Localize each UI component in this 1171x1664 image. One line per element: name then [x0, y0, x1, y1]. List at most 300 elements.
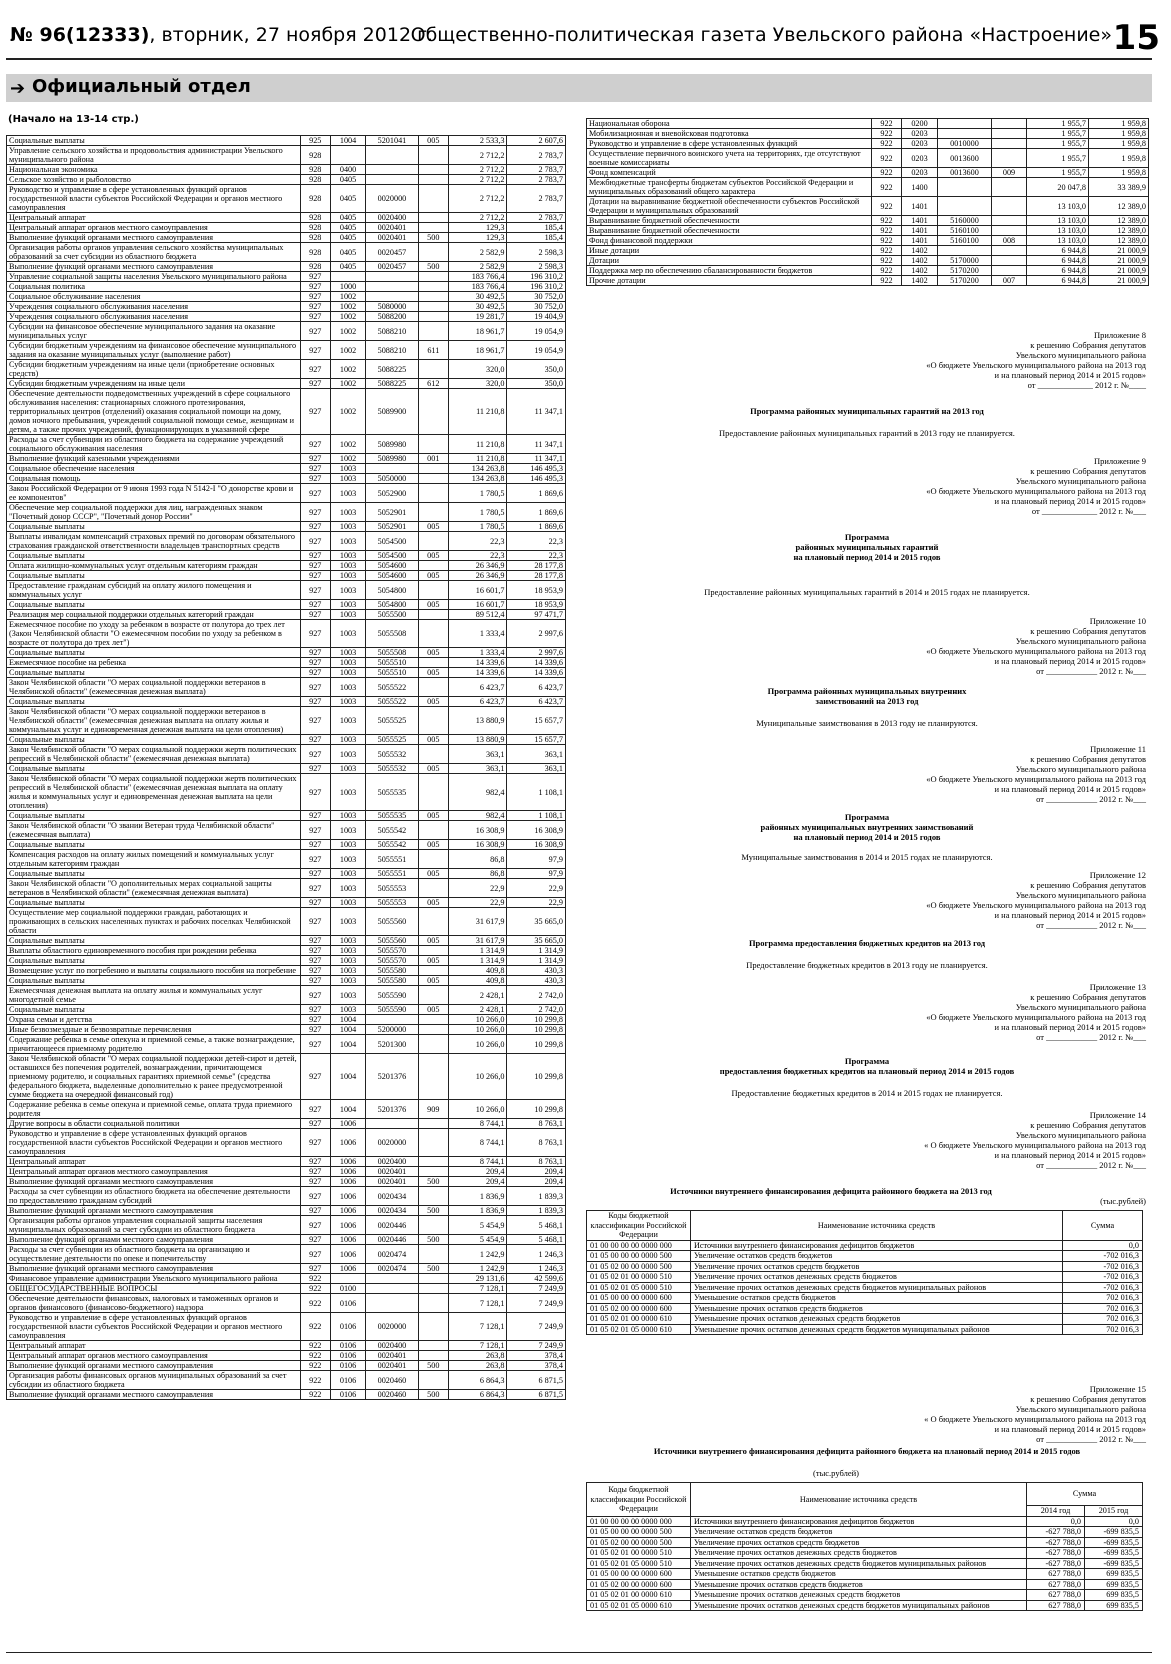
- table-cell: 1003: [330, 474, 365, 484]
- table-cell: 19 404,9: [507, 312, 566, 322]
- table-cell: 928: [300, 185, 330, 213]
- program-13-text: Предоставление бюджетных кредитов в 2014 и 2015 годах не планируется.: [731, 1088, 1003, 1098]
- table-cell: 5088210: [366, 322, 418, 341]
- table-cell: 5080000: [366, 302, 418, 312]
- table-cell: Источники внутреннего финансирования дефицитов бюджетов: [691, 1240, 1063, 1251]
- table-row: [7, 1177, 566, 1187]
- table-cell: 22,9: [448, 879, 507, 898]
- table-cell: 1003: [330, 581, 365, 600]
- table-cell: 1003: [330, 668, 365, 678]
- table-cell: 922: [872, 168, 902, 178]
- table-cell: [418, 1167, 448, 1177]
- table-cell: 1 780,5: [448, 484, 507, 503]
- table-cell: [418, 532, 448, 551]
- table-cell: Социальные выплаты: [7, 648, 301, 658]
- table-cell: 5 454,9: [448, 1235, 507, 1245]
- col-header-codes: Коды бюджетной классификации Российской Федерации: [587, 1211, 691, 1241]
- table-cell: Руководство и управление в сфере установленных функций органов государственной власти субъектов Российской Федерации и органов местного самоуправления: [7, 1313, 301, 1341]
- table-cell: 196 310,2: [507, 272, 566, 282]
- table-cell: 922: [300, 1361, 330, 1371]
- table-cell: 627 788,0: [1027, 1579, 1085, 1590]
- table-cell: 5055535: [366, 774, 418, 811]
- table-cell: [418, 1284, 448, 1294]
- table-cell: 13 103,0: [1027, 226, 1089, 236]
- table-cell: 6 871,5: [507, 1371, 566, 1390]
- table-cell: Предоставление гражданам субсидий на оплату жилого помещения и коммунальных услуг: [7, 581, 301, 600]
- table-cell: 0106: [330, 1313, 365, 1341]
- table-cell: [992, 178, 1027, 197]
- table-cell: 22,3: [448, 532, 507, 551]
- arrow-icon: ➔: [10, 78, 26, 99]
- table-cell: 0405: [330, 223, 365, 233]
- table-row: [7, 1284, 566, 1294]
- table-cell: 0020460: [366, 1371, 418, 1390]
- table-cell: 005: [418, 735, 448, 745]
- table-cell: 0013600: [938, 149, 992, 168]
- table-cell: 1003: [330, 464, 365, 474]
- table-cell: Центральный аппарат органов местного самоуправления: [7, 1167, 301, 1177]
- table-cell: [418, 620, 448, 648]
- table-cell: 11 210,8: [448, 389, 507, 435]
- table-cell: 005: [418, 764, 448, 774]
- table-cell: 5055542: [366, 821, 418, 840]
- table-cell: 1006: [330, 1245, 365, 1264]
- table-cell: 702 016,3: [1063, 1303, 1143, 1314]
- table-cell: 2 997,6: [507, 648, 566, 658]
- table-cell: Выполнение функций казенными учреждениями: [7, 454, 301, 464]
- table-cell: 0020446: [366, 1216, 418, 1235]
- table-cell: 10 299,8: [507, 1015, 566, 1025]
- table-cell: 1 869,6: [507, 484, 566, 503]
- table-cell: 922: [872, 129, 902, 139]
- table-cell: 1 959,8: [1089, 168, 1149, 178]
- table-cell: [992, 266, 1027, 276]
- table-cell: Организация работы органов управления социальной защиты населения муниципальных образований за счет субсидии из областного бюджета: [7, 1216, 301, 1235]
- continuation-note: (Начало на 13-14 стр.): [8, 114, 139, 125]
- table-cell: [418, 946, 448, 956]
- table-row: [7, 312, 566, 322]
- sources-2014-table: [586, 1482, 1143, 1611]
- table-cell: 6 944,8: [1027, 266, 1089, 276]
- table-cell: 1 959,8: [1089, 139, 1149, 149]
- table-row: [7, 1157, 566, 1167]
- table-cell: 378,4: [507, 1361, 566, 1371]
- section-title: Официальный отдел: [32, 76, 251, 97]
- table-cell: Закон Челябинской области "О звании Ветеран труда Челябинской области" (ежемесячная выплата): [7, 821, 301, 840]
- table-cell: 1003: [330, 821, 365, 840]
- table-cell: 6 871,5: [507, 1390, 566, 1400]
- table-row: [7, 484, 566, 503]
- table-cell: 0020400: [366, 1157, 418, 1167]
- table-cell: 5170000: [938, 256, 992, 266]
- table-cell: 1401: [902, 226, 938, 236]
- table-cell: 922: [300, 1294, 330, 1313]
- table-cell: 928: [300, 233, 330, 243]
- table-cell: 927: [300, 503, 330, 522]
- table-cell: 5201300: [366, 1035, 418, 1054]
- table-row: [7, 976, 566, 986]
- table-row: [7, 243, 566, 262]
- table-cell: 922: [300, 1284, 330, 1294]
- table-row: [7, 175, 566, 185]
- table-cell: 5055570: [366, 946, 418, 956]
- table-cell: 16 308,9: [507, 821, 566, 840]
- table-cell: 0,0: [1063, 1240, 1143, 1251]
- table-row: [7, 735, 566, 745]
- table-row: [7, 936, 566, 946]
- table-cell: 5054500: [366, 532, 418, 551]
- table-cell: 1003: [330, 697, 365, 707]
- table-cell: 11 347,1: [507, 435, 566, 454]
- table-cell: 927: [300, 1005, 330, 1015]
- table-cell: 927: [300, 697, 330, 707]
- table-cell: [366, 272, 418, 282]
- table-cell: 0203: [902, 129, 938, 139]
- table-cell: 922: [872, 216, 902, 226]
- table-cell: -702 016,3: [1063, 1282, 1143, 1293]
- table-cell: 1006: [330, 1157, 365, 1167]
- table-cell: 1 108,1: [507, 811, 566, 821]
- table-row: [7, 1294, 566, 1313]
- table-row: [7, 1361, 566, 1371]
- col-header-name: Наименование источника средств: [691, 1483, 1027, 1517]
- table-cell: ОБЩЕГОСУДАРСТВЕННЫЕ ВОПРОСЫ: [7, 1284, 301, 1294]
- table-cell: 1002: [330, 322, 365, 341]
- table-cell: Увеличение прочих остатков средств бюджетов: [691, 1261, 1063, 1272]
- table-cell: Субсидии бюджетным учреждениям на иные цели: [7, 379, 301, 389]
- table-cell: 14 339,6: [507, 658, 566, 668]
- table-cell: 1402: [902, 246, 938, 256]
- table-cell: 0106: [330, 1361, 365, 1371]
- table-cell: 927: [300, 379, 330, 389]
- table-cell: 0203: [902, 149, 938, 168]
- table-cell: [992, 139, 1027, 149]
- table-cell: Закон Челябинской области "О мерах социальной поддержки ветеранов в Челябинской области" (ежемесячная денежная выплата): [7, 678, 301, 697]
- table-cell: 1003: [330, 966, 365, 976]
- table-cell: Увеличение прочих остатков денежных средств бюджетов муниципальных районов: [691, 1558, 1027, 1569]
- table-cell: 1400: [902, 178, 938, 197]
- table-cell: 927: [300, 532, 330, 551]
- table-cell: [418, 1274, 448, 1284]
- table-cell: 5160100: [938, 236, 992, 246]
- table-cell: 927: [300, 668, 330, 678]
- table-cell: 209,4: [507, 1167, 566, 1177]
- table-row: [587, 1579, 1143, 1590]
- table-cell: 927: [300, 551, 330, 561]
- table-cell: [330, 272, 365, 282]
- table-cell: 928: [300, 223, 330, 233]
- table-cell: 0020460: [366, 1390, 418, 1400]
- table-cell: 01 05 02 00 00 0000 500: [587, 1261, 691, 1272]
- table-cell: 6 423,7: [448, 697, 507, 707]
- table-cell: Управление социальной защиты населения Увельского муниципального района: [7, 272, 301, 282]
- table-cell: [418, 272, 448, 282]
- table-cell: 500: [418, 262, 448, 272]
- table-cell: 5200000: [366, 1025, 418, 1035]
- table-cell: 97 471,7: [507, 610, 566, 620]
- table-cell: 927: [300, 976, 330, 986]
- table-row: [7, 1341, 566, 1351]
- table-row: [7, 165, 566, 175]
- table-cell: 922: [872, 276, 902, 286]
- table-cell: [418, 561, 448, 571]
- table-row: [7, 282, 566, 292]
- table-cell: 22,3: [507, 551, 566, 561]
- table-cell: Социальные выплаты: [7, 1005, 301, 1015]
- table-cell: Другие вопросы в области социальной политики: [7, 1119, 301, 1129]
- table-cell: [418, 474, 448, 484]
- table-cell: 008: [992, 236, 1027, 246]
- table-cell: 5160000: [938, 216, 992, 226]
- table-cell: 33 389,9: [1089, 178, 1149, 197]
- table-cell: Организация работы финансовых органов муниципальных образований за счет субсидии из областного бюджета: [7, 1371, 301, 1390]
- program-11-text: Муниципальные заимствования в 2014 и 2015 годах не планируются.: [741, 852, 993, 862]
- table-cell: 922: [300, 1313, 330, 1341]
- table-cell: 0020401: [366, 1351, 418, 1361]
- table-cell: 5055508: [366, 648, 418, 658]
- table-cell: 16 601,7: [448, 600, 507, 610]
- table-cell: 1 314,9: [448, 946, 507, 956]
- table-cell: 922: [300, 1351, 330, 1361]
- table-cell: [938, 246, 992, 256]
- table-cell: 8 744,1: [448, 1157, 507, 1167]
- table-cell: [418, 966, 448, 976]
- table-cell: 005: [418, 136, 448, 146]
- table-cell: 0020434: [366, 1187, 418, 1206]
- table-row: [7, 389, 566, 435]
- table-cell: 12 389,0: [1089, 197, 1149, 216]
- table-cell: 01 05 02 01 05 0000 610: [587, 1600, 691, 1611]
- table-cell: 2 533,3: [448, 136, 507, 146]
- table-cell: Увеличение прочих остатков денежных средств бюджетов: [691, 1272, 1063, 1283]
- table-cell: Реализация мер социальной поддержки отдельных категорий граждан: [7, 610, 301, 620]
- table-cell: [418, 146, 448, 165]
- table-cell: 01 05 02 01 05 0000 510: [587, 1558, 691, 1569]
- table-cell: Поддержка мер по обеспечению сбалансированности бюджетов: [587, 266, 872, 276]
- section-banner: [6, 74, 1152, 102]
- table-row: [587, 139, 1149, 149]
- table-cell: [418, 1025, 448, 1035]
- table-cell: Учреждения социального обслуживания населения: [7, 312, 301, 322]
- table-row: [7, 213, 566, 223]
- table-cell: 22,9: [507, 898, 566, 908]
- table-cell: -627 788,0: [1027, 1527, 1085, 1538]
- table-cell: 31 617,9: [448, 908, 507, 936]
- table-cell: 699 835,5: [1085, 1600, 1143, 1611]
- table-cell: 1003: [330, 840, 365, 850]
- table-cell: 13 103,0: [1027, 236, 1089, 246]
- table-cell: Выполнение функций органами местного самоуправления: [7, 1235, 301, 1245]
- table-row: [587, 1324, 1143, 1335]
- table-cell: 22,3: [507, 532, 566, 551]
- table-cell: 1003: [330, 956, 365, 966]
- table-cell: 927: [300, 464, 330, 474]
- table-row: [7, 435, 566, 454]
- table-cell: 30 492,5: [448, 292, 507, 302]
- table-cell: Уменьшение прочих остатков средств бюджетов: [691, 1303, 1063, 1314]
- table-cell: 2 712,2: [448, 165, 507, 175]
- table-cell: Субсидии бюджетным учреждениям на иные цели (приобретение основных средств): [7, 360, 301, 379]
- table-cell: 5055570: [366, 956, 418, 966]
- table-cell: -627 788,0: [1027, 1558, 1085, 1569]
- footer-rule: [6, 1652, 1152, 1653]
- table-cell: 5170200: [938, 276, 992, 286]
- table-cell: Выплаты инвалидам компенсаций страховых премий по договорам обязательного страхования гражданской ответственности владельцев транспортных средств: [7, 532, 301, 551]
- table-cell: [418, 213, 448, 223]
- table-cell: 922: [872, 149, 902, 168]
- table-cell: 927: [300, 1157, 330, 1167]
- table-row: [7, 600, 566, 610]
- table-cell: 2 582,9: [448, 262, 507, 272]
- table-cell: 1003: [330, 764, 365, 774]
- table-cell: 01 05 02 00 00 0000 500: [587, 1537, 691, 1548]
- table-cell: 005: [418, 869, 448, 879]
- table-cell: 1 869,6: [507, 522, 566, 532]
- table-row: [7, 292, 566, 302]
- table-cell: 2 582,9: [448, 243, 507, 262]
- table-cell: 6 423,7: [507, 678, 566, 697]
- table-cell: 927: [300, 1216, 330, 1235]
- table-cell: 20 047,8: [1027, 178, 1089, 197]
- table-cell: [992, 246, 1027, 256]
- table-cell: 922: [872, 266, 902, 276]
- table-cell: 183 766,4: [448, 272, 507, 282]
- table-cell: 5088225: [366, 379, 418, 389]
- table-cell: 13 103,0: [1027, 216, 1089, 226]
- table-cell: [418, 774, 448, 811]
- table-cell: 19 054,9: [507, 341, 566, 360]
- table-row: [7, 262, 566, 272]
- table-cell: 627 788,0: [1027, 1600, 1085, 1611]
- table-cell: [418, 1341, 448, 1351]
- table-cell: 1006: [330, 1235, 365, 1245]
- table-cell: 922: [872, 236, 902, 246]
- table-cell: 927: [300, 610, 330, 620]
- table-cell: 6 864,3: [448, 1390, 507, 1400]
- table-row: [7, 610, 566, 620]
- table-cell: [418, 312, 448, 322]
- table-cell: 1 836,9: [448, 1206, 507, 1216]
- table-row: [587, 246, 1149, 256]
- table-row: [7, 360, 566, 379]
- table-cell: 982,4: [448, 811, 507, 821]
- table-cell: 5055590: [366, 986, 418, 1005]
- table-cell: 1 959,8: [1089, 129, 1149, 139]
- table-cell: Организация работы органов управления сельского хозяйства муниципальных образований за счет субсидии из областного бюджета: [7, 243, 301, 262]
- table-cell: 2 783,7: [507, 185, 566, 213]
- table-cell: 927: [300, 946, 330, 956]
- table-cell: 927: [300, 840, 330, 850]
- table-cell: 2 997,6: [507, 620, 566, 648]
- table-cell: 1 955,7: [1027, 129, 1089, 139]
- table-cell: 927: [300, 1187, 330, 1206]
- header-rule: [6, 58, 1152, 60]
- table-cell: 22,9: [448, 898, 507, 908]
- table-cell: 1002: [330, 341, 365, 360]
- table-cell: 7 249,9: [507, 1313, 566, 1341]
- table-cell: Центральный аппарат: [7, 1157, 301, 1167]
- table-cell: Социальные выплаты: [7, 976, 301, 986]
- program-12-title: Программа предоставления бюджетных кредитов на 2013 год: [748, 938, 986, 948]
- table-cell: 927: [300, 571, 330, 581]
- table-row: [7, 1206, 566, 1216]
- table-cell: 6 944,8: [1027, 256, 1089, 266]
- table-cell: Социальные выплаты: [7, 936, 301, 946]
- table-cell: 2 598,3: [507, 243, 566, 262]
- table-cell: 927: [300, 474, 330, 484]
- table-cell: 14 339,6: [448, 658, 507, 668]
- table-row: [7, 986, 566, 1005]
- table-cell: 209,4: [448, 1167, 507, 1177]
- table-cell: 1003: [330, 620, 365, 648]
- table-cell: Национальная оборона: [587, 119, 872, 129]
- table-cell: 927: [300, 898, 330, 908]
- table-cell: 01 05 00 00 00 0000 600: [587, 1293, 691, 1304]
- table-cell: [418, 360, 448, 379]
- table-cell: Увеличение прочих остатков средств бюджетов: [691, 1537, 1027, 1548]
- table-cell: 927: [300, 454, 330, 464]
- table-cell: [418, 1187, 448, 1206]
- appendix-12-header: Приложение 12 к решению Собрания депутатов Увельского муниципального района «О бюджете Увельского муниципального района на 2013 год и на плановый период 2014 и 2015 годов» от ____________ 2012 г. №___: [926, 870, 1146, 930]
- table-cell: Иные дотации: [587, 246, 872, 256]
- table-row: [7, 1245, 566, 1264]
- table-cell: 89 512,4: [448, 610, 507, 620]
- table-cell: 01 00 00 00 00 0000 000: [587, 1516, 691, 1527]
- table-cell: 0020401: [366, 1167, 418, 1177]
- table-cell: 12 389,0: [1089, 226, 1149, 236]
- table-cell: 129,3: [448, 233, 507, 243]
- table-cell: 6 944,8: [1027, 276, 1089, 286]
- table-cell: [366, 175, 418, 185]
- appendix-8-header: Приложение 8 к решению Собрания депутатов Увельского муниципального района «О бюджете Увельского муниципального района на 2013 год и на плановый период 2014 и 2015 годов» от _____________ 2012 г. №____: [926, 330, 1146, 390]
- table-cell: 927: [300, 678, 330, 697]
- table-cell: 927: [300, 341, 330, 360]
- table-cell: 14 339,6: [507, 668, 566, 678]
- table-cell: 005: [418, 898, 448, 908]
- table-row: [7, 668, 566, 678]
- table-cell: 1003: [330, 658, 365, 668]
- table-cell: 5201376: [366, 1100, 418, 1119]
- table-row: [7, 1015, 566, 1025]
- table-cell: 928: [300, 165, 330, 175]
- table-cell: [418, 986, 448, 1005]
- budget-table-right: [586, 118, 1149, 286]
- table-cell: Увеличение остатков средств бюджетов: [691, 1251, 1063, 1262]
- table-cell: 5054800: [366, 600, 418, 610]
- table-cell: 5055525: [366, 735, 418, 745]
- table-cell: 1401: [902, 236, 938, 246]
- sources-2013-unit: (тыс.рублей): [1100, 1196, 1146, 1206]
- table-cell: 1006: [330, 1167, 365, 1177]
- table-row: [587, 149, 1149, 168]
- table-cell: 2 742,0: [507, 1005, 566, 1015]
- table-cell: 1003: [330, 735, 365, 745]
- table-cell: Прочие дотации: [587, 276, 872, 286]
- table-cell: 0405: [330, 233, 365, 243]
- table-cell: 10 266,0: [448, 1054, 507, 1100]
- table-cell: 2 428,1: [448, 986, 507, 1005]
- table-cell: Уменьшение прочих остатков денежных средств бюджетов: [691, 1590, 1027, 1601]
- table-cell: [366, 165, 418, 175]
- table-cell: [418, 821, 448, 840]
- table-row: [7, 1129, 566, 1157]
- table-cell: 702 016,3: [1063, 1314, 1143, 1325]
- table-cell: 927: [300, 745, 330, 764]
- table-cell: 922: [300, 1371, 330, 1390]
- table-cell: 2 607,6: [507, 136, 566, 146]
- table-row: [587, 168, 1149, 178]
- table-row: [7, 223, 566, 233]
